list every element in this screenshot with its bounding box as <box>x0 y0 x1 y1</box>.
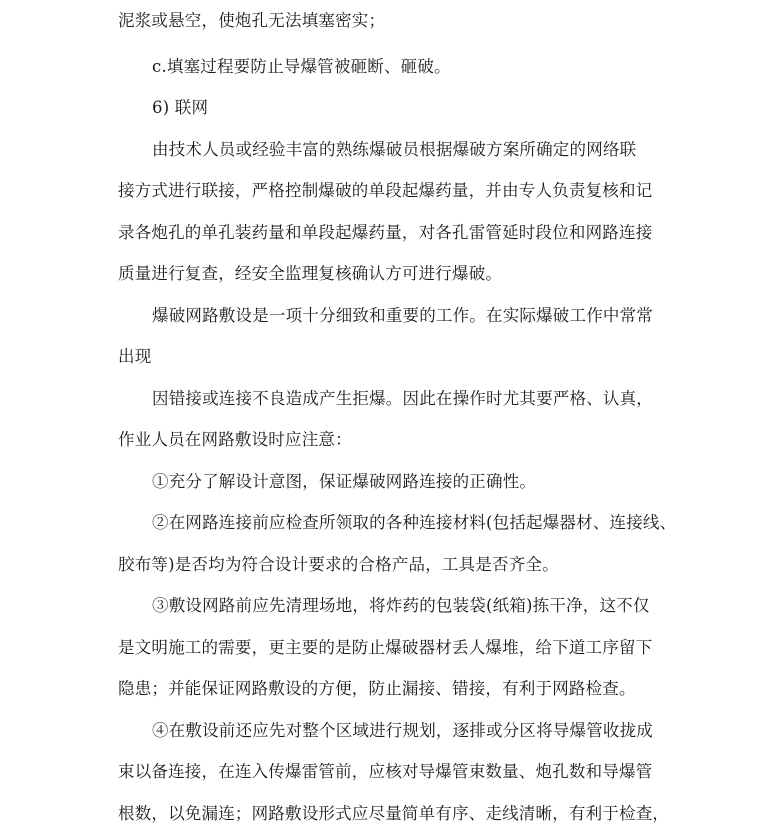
list-item: ①充分了解设计意图，保证爆破网路连接的正确性。 <box>152 472 537 491</box>
list-item: ④在敷设前还应先对整个区域进行规划，逐排或分区将导爆管收拢成 <box>152 721 653 740</box>
text-line: 爆破网路敷设是一项十分细致和重要的工作。在实际爆破工作中常常 <box>152 306 653 325</box>
text-line: 胶布等)是否均为符合设计要求的合格产品，工具是否齐全。 <box>118 555 559 574</box>
text-line: 由技术人员或经验丰富的熟练爆破员根据爆破方案所确定的网络联 <box>152 140 637 159</box>
section-heading: 6) 联网 <box>152 98 209 117</box>
text-line: 根数，以免漏连；网路敷设形式应尽量简单有序、走线清晰，有利于检查， <box>118 804 670 823</box>
text-line: 隐患；并能保证网路敷设的方便，防止漏接、错接，有利于网路检查。 <box>118 679 636 698</box>
text-line: 泥浆或悬空，使炮孔无法填塞密实； <box>118 11 386 30</box>
list-item: ②在网路连接前应检查所领取的各种连接材料(包括起爆器材、连接线、 <box>152 513 677 532</box>
text-line: 接方式进行联接，严格控制爆破的单段起爆药量，并由专人负责复核和记 <box>118 181 653 200</box>
list-item: ③敷设网路前应先清理场地，将炸药的包装袋(纸箱)拣干净，这不仅 <box>152 596 650 615</box>
text-line: 出现 <box>118 347 152 366</box>
text-line: 束以备连接，在连入传爆雷管前，应核对导爆管束数量、炮孔数和导爆管 <box>118 762 653 781</box>
text-line: 质量进行复查，经安全监理复核确认方可进行爆破。 <box>118 264 503 283</box>
text-line: 是文明施工的需要，更主要的是防止爆破器材丢人爆堆，给下道工序留下 <box>118 638 653 657</box>
text-line: 因错接或连接不良造成产生拒爆。因此在操作时尤其要严格、认真， <box>152 389 653 408</box>
text-line: 作业人员在网路敷设时应注意： <box>118 430 352 449</box>
text-line: c.填塞过程要防止导爆管被砸断、砸破。 <box>152 57 451 76</box>
text-line: 录各炮孔的单孔装药量和单段起爆药量，对各孔雷管延时段位和网路连接 <box>118 223 653 242</box>
